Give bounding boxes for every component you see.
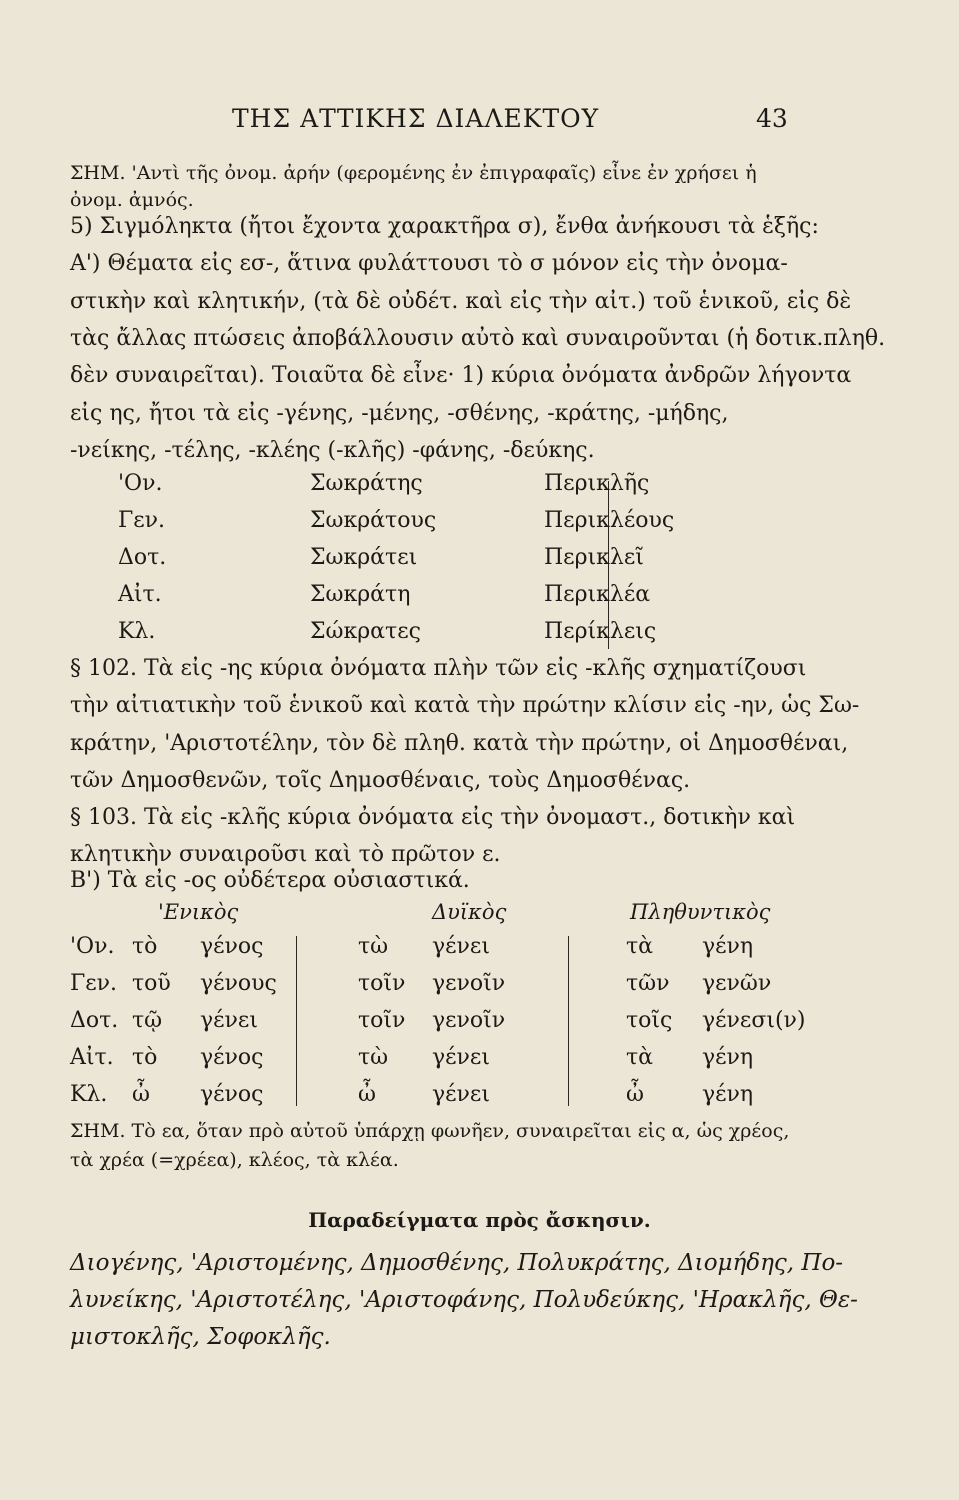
article: τῶν [626, 971, 670, 996]
form-socrates: Σώκρατες [310, 619, 421, 644]
neuter-declension-table [70, 900, 830, 1119]
running-header [0, 104, 959, 140]
article: τοῦ [132, 971, 171, 996]
noun-form: γένη [702, 934, 754, 959]
article: τοῖν [358, 1008, 406, 1033]
table-row [70, 1082, 830, 1119]
section-5-line: τὰς ἄλλας πτώσεις ἀποβάλλουσιν αὐτὸ καὶ συναιροῦνται (ἡ δοτικ.πληθ. [70, 326, 886, 351]
case-label: Κλ. [70, 1082, 108, 1107]
noun-form: γένει [432, 1045, 490, 1070]
page-number: 43 [756, 104, 788, 133]
paragraph-102-line: τῶν Δημοσθενῶν, τοῖς Δημοσθέναις, τοὺς Δημοσθένας. [70, 768, 691, 793]
case-label: 'Ον. [70, 934, 115, 959]
note-line: ΣΗΜ. 'Αντὶ τῆς ὀνομ. ἀρήν (φερομένης ἐν ἐπιγραφαῖς) εἶνε ἐν χρήσει ἡ [70, 162, 757, 184]
table-header [70, 900, 830, 934]
table-row [118, 545, 758, 582]
article: τοῖς [626, 1008, 673, 1033]
header-title: ΤΗΣ ΑΤΤΙΚΗΣ ΔΙΑΛΕΚΤΟΥ [232, 104, 600, 133]
case-label: Γεν. [70, 971, 118, 996]
case-label: Αἰτ. [118, 582, 162, 607]
section-5-line: εἰς ης, ἤτοι τὰ εἰς -γένης, -μένης, -σθένης, -κράτης, -μήδης, [70, 401, 729, 426]
article: τῷ [132, 1008, 163, 1033]
table-row [70, 1008, 830, 1045]
noun-form: γένος [200, 1045, 264, 1070]
case-label: Γεν. [118, 508, 166, 533]
section-b-heading: Β') Τὰ εἰς -ος οὐδέτερα οὐσιαστικά. [70, 868, 470, 893]
case-label: Δοτ. [70, 1008, 119, 1033]
exercise-line: Διογένης, 'Αριστομένης, Δημοσθένης, Πολυκράτης, Διομήδης, Πο- [70, 1250, 844, 1276]
exercise-heading: Παραδείγματα πρὸς ἄσκησιν. [308, 1208, 651, 1232]
table-row [118, 508, 758, 545]
section-5-line: στικὴν καὶ κλητικήν, (τὰ δὲ οὐδέτ. καὶ εἰς τὴν αἰτ.) τοῦ ἑνικοῦ, εἰς δὲ [70, 289, 852, 314]
noun-form: γένει [432, 1082, 490, 1107]
article: ὦ [358, 1082, 376, 1107]
note-line: ΣΗΜ. Τὸ εα, ὅταν πρὸ αὐτοῦ ὑπάρχῃ φωνῆεν, συναιρεῖται εἰς α, ὡς χρέος, [70, 1120, 790, 1142]
form-socrates: Σωκράτει [310, 545, 418, 570]
noun-form: γένους [200, 971, 277, 996]
article: τὼ [358, 1045, 389, 1070]
header-dual: Δυϊκὸς [432, 900, 507, 924]
table-row [70, 1045, 830, 1082]
table-row [118, 619, 758, 656]
noun-form: γενοῖν [432, 971, 506, 996]
paragraph-102-line: § 102. Τὰ εἰς -ης κύρια ὀνόματα πλὴν τῶν εἰς -κλῆς σχηματίζουσι [70, 656, 807, 681]
paragraph-103-line: κλητικὴν συναιροῦσι καὶ τὸ πρῶτον ε. [70, 842, 501, 867]
form-pericles: Περικλέα [544, 582, 651, 607]
table-row [70, 934, 830, 971]
case-label: Κλ. [118, 619, 156, 644]
paragraph-102-line: κράτην, 'Αριστοτέλην, τὸν δὲ πληθ. κατὰ τὴν πρώτην, οἱ Δημοσθέναι, [70, 731, 849, 756]
paragraph-103-line: § 103. Τὰ εἰς -κλῆς κύρια ὀνόματα εἰς τὴν ὀνομαστ., δοτικὴν καὶ [70, 805, 796, 830]
noun-form: γένεσι(ν) [702, 1008, 806, 1033]
noun-form: γένος [200, 934, 264, 959]
section-5-line: -νείκης, -τέλης, -κλέης (-κλῆς) -φάνης, -δεύκης. [70, 438, 595, 463]
noun-form: γενοῖν [432, 1008, 506, 1033]
section-5-line: δὲν συναιρεῖται). Τοιαῦτα δὲ εἶνε· 1) κύρια ὀνόματα ἀνδρῶν λήγοντα [70, 363, 852, 388]
section-5-line: 5) Σιγμόληκτα (ἤτοι ἔχοντα χαρακτῆρα σ), ἔνθα ἀνήκουσι τὰ ἑξῆς: [70, 214, 819, 239]
case-label: Αἰτ. [70, 1045, 114, 1070]
article: ὦ [132, 1082, 150, 1107]
table-row [118, 582, 758, 619]
noun-form: γενῶν [702, 971, 772, 996]
article: τὰ [626, 934, 654, 959]
form-socrates: Σωκράτης [310, 471, 423, 496]
article: τὼ [358, 934, 389, 959]
noun-form: γένος [200, 1082, 264, 1107]
table-row [70, 971, 830, 1008]
noun-form: γένει [200, 1008, 258, 1033]
noun-form: γένη [702, 1045, 754, 1070]
form-socrates: Σωκράτους [310, 508, 437, 533]
article: τὸ [132, 1045, 158, 1070]
article: τὸ [132, 934, 158, 959]
form-pericles: Περικλεῖ [544, 545, 644, 570]
article: ὦ [626, 1082, 644, 1107]
paragraph-102-line: τὴν αἰτιατικὴν τοῦ ἑνικοῦ καὶ κατὰ τὴν πρώτην κλίσιν εἰς -ην, ὡς Σω- [70, 693, 860, 718]
form-socrates: Σωκράτη [310, 582, 411, 607]
noun-form: γένει [432, 934, 490, 959]
header-plural: Πληθυντικὸς [630, 900, 771, 924]
form-pericles: Περικλέους [544, 508, 675, 533]
form-pericles: Περικλῆς [544, 471, 650, 496]
case-label: 'Ον. [118, 471, 163, 496]
article: τὰ [626, 1045, 654, 1070]
article: τοῖν [358, 971, 406, 996]
header-singular: 'Ενικὸς [158, 900, 239, 924]
case-label: Δοτ. [118, 545, 167, 570]
exercise-line: λυνείκης, 'Αριστοτέλης, 'Αριστοφάνης, Πολυδεύκης, 'Ηρακλῆς, Θε- [70, 1287, 858, 1313]
exercise-line: μιστοκλῆς, Σοφοκλῆς. [70, 1324, 331, 1350]
noun-form: γένη [702, 1082, 754, 1107]
note-line: ὀνομ. ἀμνός. [70, 189, 194, 211]
section-5-line: Α') Θέματα εἰς εσ-, ἅτινα φυλάττουσι τὸ σ μόνον εἰς τὴν ὀνομα- [70, 251, 788, 276]
form-pericles: Περίκλεις [544, 619, 657, 644]
note-line: τὰ χρέα (=χρέεα), κλέος, τὰ κλέα. [70, 1149, 399, 1171]
table-row [118, 471, 758, 508]
declension-table [118, 471, 758, 656]
